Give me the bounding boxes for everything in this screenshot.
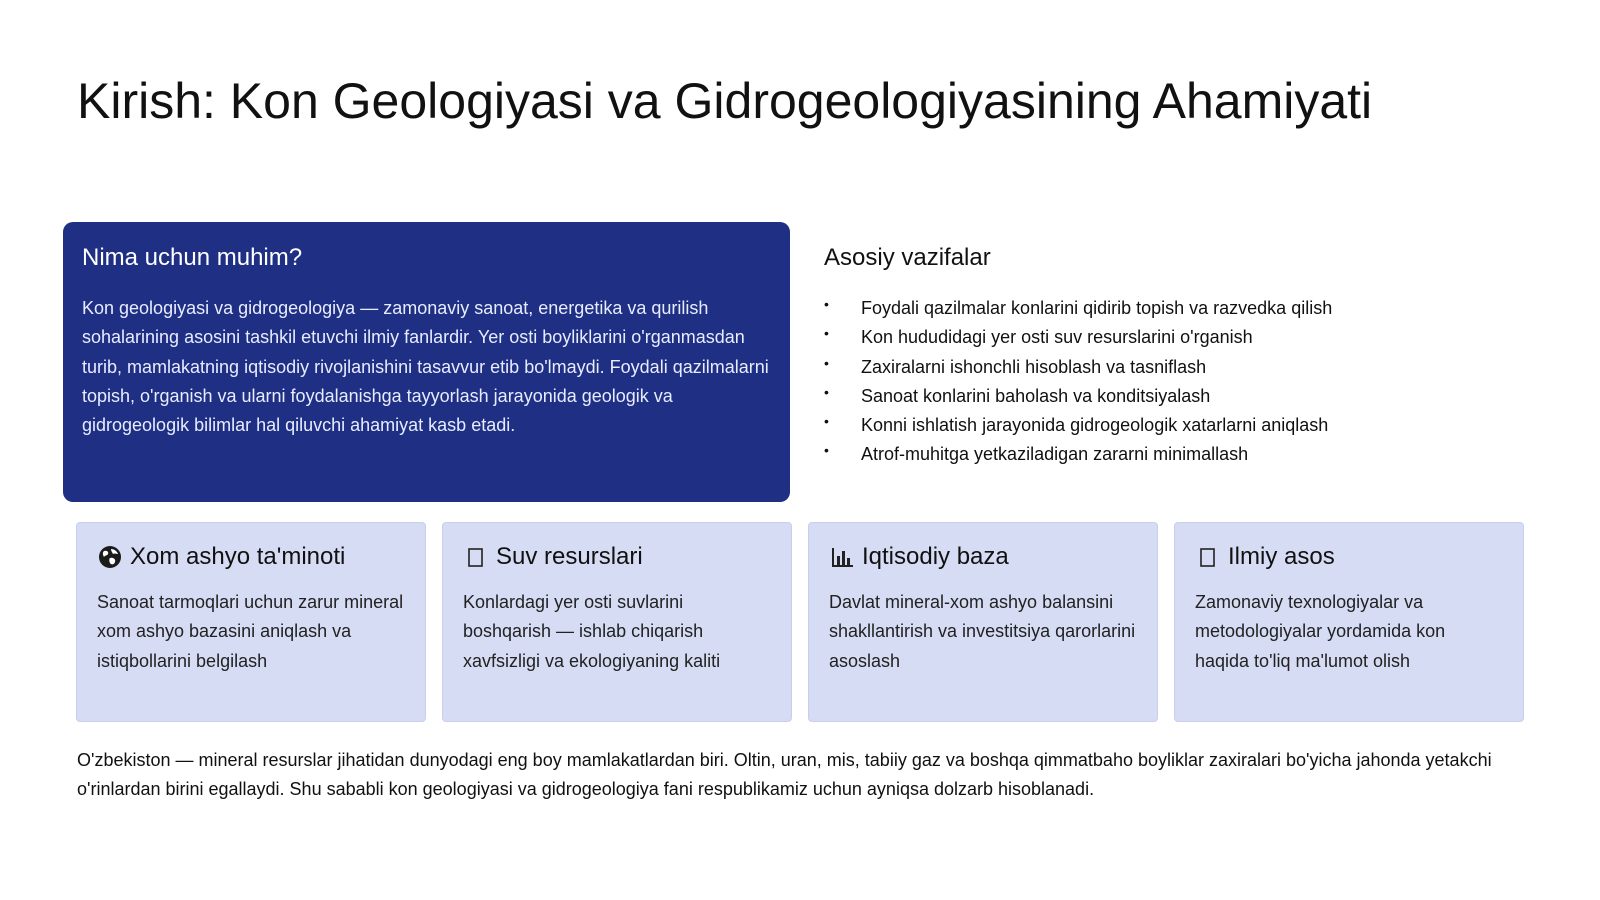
- water-drop-icon: [463, 544, 489, 570]
- card-raw-materials: [76, 522, 426, 722]
- slide-title: Kirish: Kon Geologiyasi va Gidrogeologiyasining Ahamiyati: [77, 73, 1373, 129]
- bullet-icon: •: [824, 442, 829, 459]
- bullet-icon: •: [824, 296, 829, 312]
- globe-icon: [97, 544, 123, 570]
- bullet-icon: •: [824, 383, 829, 400]
- task-item-text: Konni ishlatish jarayonida gidrogeologik xatarlarni aniqlash: [861, 415, 1329, 436]
- card-text: Zamonaviy texnologiyalar va metodologiyalar yordamida kon haqida to'liq ma'lumot olish: [1195, 592, 1446, 671]
- task-item-text: Sanoat konlarini baholash va konditsiyalash: [861, 385, 1211, 406]
- footer-paragraph: O'zbekiston — mineral resurslar jihatidan dunyodagi eng boy mamlakatlardan biri. Oltin, uran, mis, tabiiy gaz va boshqa qimmatbaho boyliklar zaxiralari bo'yicha jahonda yetakchi o'rinlardan birini egallaydi. Shu sababli kon geologiyasi va gidrogeologiya fani respublikamiz uchun ayniqsa dolzarb hisoblanadi.: [77, 750, 1492, 800]
- task-item: [824, 323, 1544, 352]
- task-item: [824, 294, 1544, 323]
- task-item-text: Atrof-muhitga yetkaziladigan zararni minimallash: [861, 444, 1249, 465]
- bar-chart-icon: [829, 544, 855, 570]
- card-water-resources: [442, 522, 792, 722]
- bullet-icon: •: [824, 325, 829, 342]
- why-important-heading: Nima uchun muhim?: [82, 244, 303, 271]
- card-title: Iqtisodiy baza: [862, 543, 1009, 570]
- bullet-icon: •: [824, 413, 829, 430]
- task-item: [824, 411, 1544, 440]
- task-item: [824, 382, 1544, 411]
- card-text: Sanoat tarmoqlari uchun zarur mineral xom ashyo bazasini aniqlash va istiqbollarini belgilash: [97, 592, 404, 671]
- why-important-panel: [63, 222, 790, 502]
- card-text: Davlat mineral-xom ashyo balansini shakllantirish va investitsiya qarorlarini asoslash: [829, 592, 1136, 671]
- microscope-icon: [1195, 544, 1221, 570]
- task-item-text: Foydali qazilmalar konlarini qidirib topish va razvedka qilish: [861, 298, 1333, 318]
- card-title: Xom ashyo ta'minoti: [130, 543, 346, 570]
- task-item-text: Zaxiralarni ishonchli hisoblash va tasniflash: [861, 356, 1207, 377]
- why-important-text: Kon geologiyasi va gidrogeologiya — zamonaviy sanoat, energetika va qurilish sohalarining asosini tashkil etuvchi ilmiy fanlardir. Yer osti boyliklarini o'rganmasdan turib, mamlakatning iqtisodiy rivojlanishini tasavvur etib bo'lmaydi. Foydali qazilmalarni topish, o'rganish va ularni foydalanishga tayyorlash jarayonida geologik va gidrogeologik bilimlar hal qiluvchi ahamiyat kasb etadi.: [82, 298, 769, 436]
- card-scientific-basis: [1174, 522, 1524, 722]
- task-item: [824, 440, 1544, 469]
- main-tasks-list: [824, 294, 1544, 470]
- main-tasks-heading: Asosiy vazifalar: [824, 244, 991, 271]
- card-economic-base: [808, 522, 1158, 722]
- task-item-text: Kon hududidagi yer osti suv resurslarini o'rganish: [861, 327, 1253, 348]
- bullet-icon: •: [824, 354, 829, 371]
- main-tasks-section: [824, 244, 1544, 470]
- task-item: [824, 353, 1544, 382]
- card-title: Suv resurslari: [496, 543, 643, 570]
- card-text: Konlardagi yer osti suvlarini boshqarish — ishlab chiqarish xavfsizligi va ekologiyaning kaliti: [463, 592, 721, 671]
- card-title: Ilmiy asos: [1228, 543, 1335, 570]
